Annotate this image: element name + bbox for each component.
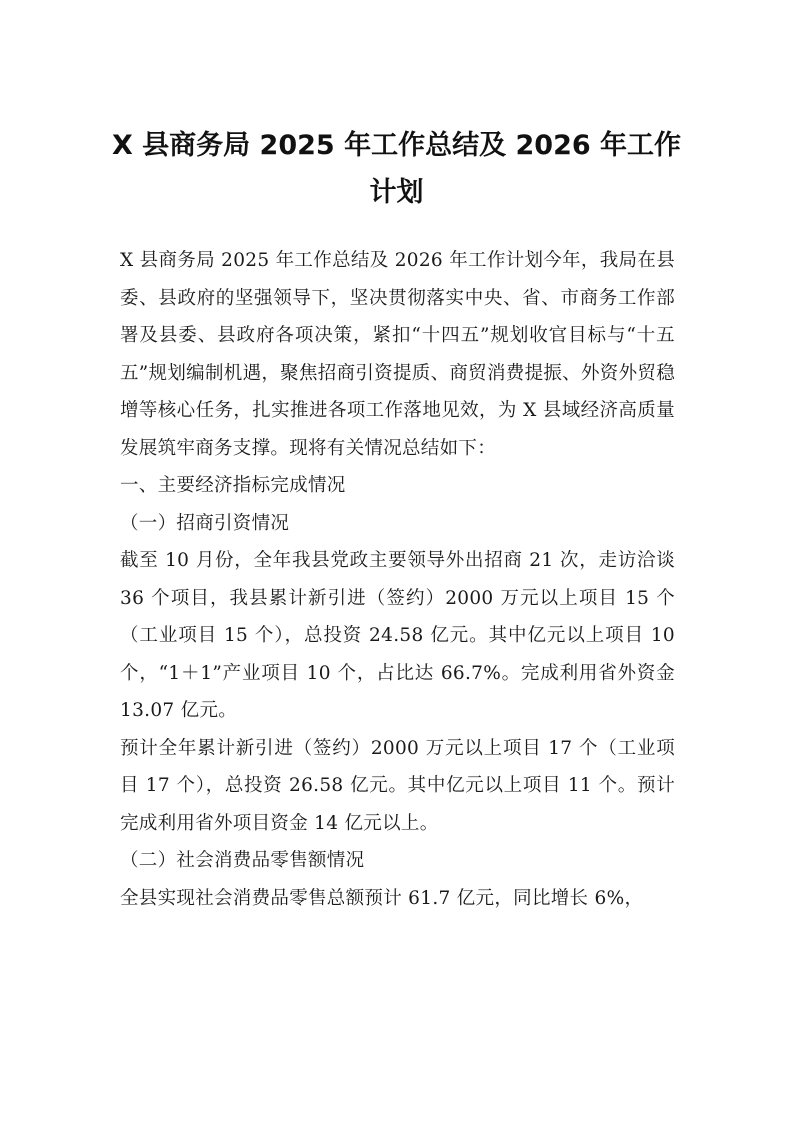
forecast-paragraph: 预计全年累计新引进（签约）2000 万元以上项目 17 个（工业项目 17 个），总投资 26.58 亿元。其中亿元以上项目 11 个。预计完成利用省外项目资金 14 亿元以上。 bbox=[120, 737, 675, 834]
subsection-heading-2: （二）社会消费品零售额情况 bbox=[120, 850, 365, 871]
title-line-2: 计划 bbox=[369, 177, 424, 208]
subsection-heading-1: （一）招商引资情况 bbox=[120, 512, 290, 534]
section-heading-1: 一、主要经济指标完成情况 bbox=[120, 475, 346, 496]
document-body bbox=[120, 242, 675, 917]
investment-paragraph: 截至 10 月份，全年我县党政主要领导外出招商 21 次，走访洽谈 36 个项目，我县累计新引进（签约）2000 万元以上项目 15 个（工业项目 15 个），总投资 24.58 亿元。其中亿元以上项目 10 个，“1＋1”产业项目 10 个，占比达 66.7%。完成利用省外资金 13.07 亿元。 bbox=[120, 550, 675, 721]
retail-paragraph: 全县实现社会消费品零售总额预计 61.7 亿元，同比增长 6%， bbox=[120, 887, 644, 909]
title-line-1: X 县商务局 2025 年工作总结及 2026 年工作 bbox=[111, 130, 682, 161]
document-title bbox=[110, 122, 683, 216]
intro-paragraph: X 县商务局 2025 年工作总结及 2026 年工作计划今年，我局在县委、县政府的坚强领导下，坚决贯彻落实中央、省、市商务工作部署及县委、县政府各项决策，紧扣“十四五”规划收官目标与“十五五”规划编制机遇，聚焦招商引资提质、商贸消费提振、外资外贸稳增等核心任务，扎实推进各项工作落地见效，为 X 县域经济高质量发展筑牢商务支撑。现将有关情况总结如下： bbox=[120, 250, 675, 459]
